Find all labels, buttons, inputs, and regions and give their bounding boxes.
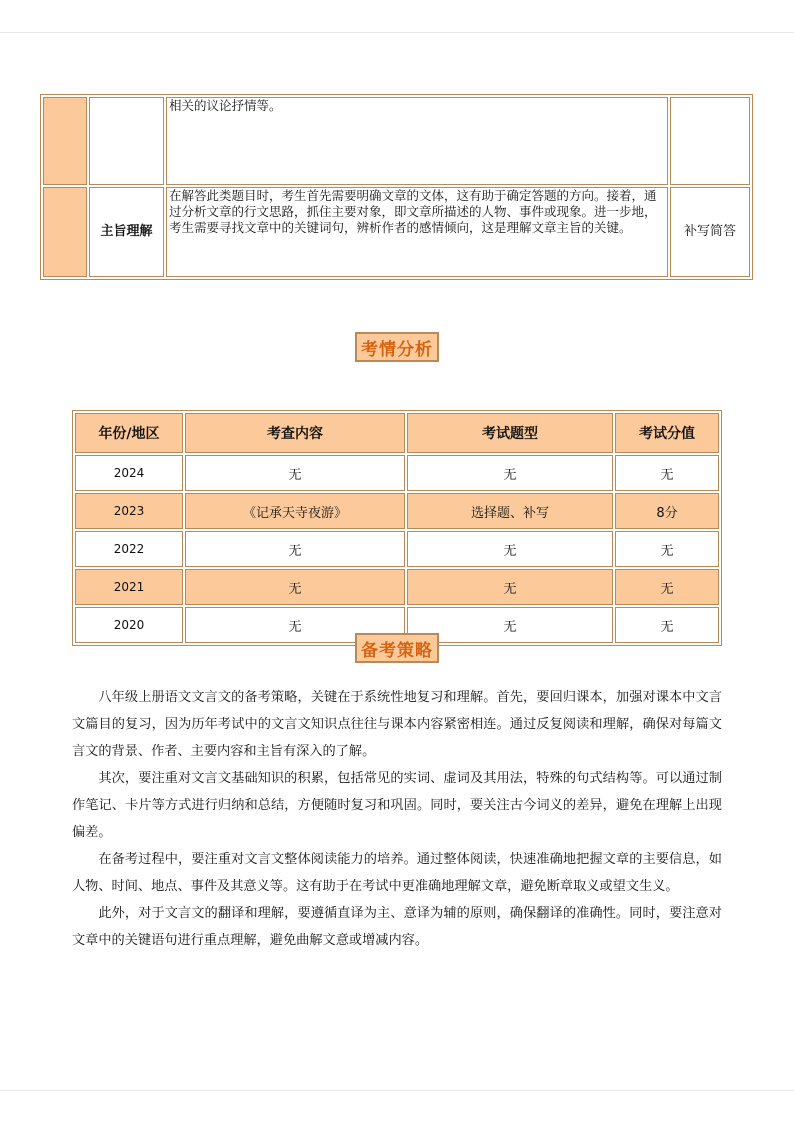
header-score: 考试分值 bbox=[615, 413, 719, 453]
type-label-cell bbox=[89, 97, 164, 185]
score-cell: 8分 bbox=[615, 493, 719, 529]
year-cell: 2022 bbox=[75, 531, 183, 567]
question-type-cell: 无 bbox=[407, 531, 613, 567]
header-year: 年份/地区 bbox=[75, 413, 183, 453]
category-cell bbox=[43, 97, 87, 185]
score-cell: 无 bbox=[615, 455, 719, 491]
table-row bbox=[43, 187, 750, 277]
section-title-text: 考情分析 bbox=[361, 339, 433, 360]
method-content-cell: 在解答此类题目时，考生首先需要明确文章的文体，这有助于确定答题的方向。接着，通过分析文章的行文思路，抓住主要对象，即文章所描述的人物、事件或现象。进一步地，考生需要寻找文章中的关键词句，辨析作者的感情倾向，这是理解文章主旨的关键。 bbox=[166, 187, 668, 277]
section-title-text: 备考策略 bbox=[361, 640, 433, 661]
strategy-text bbox=[72, 684, 722, 954]
content-cell: 无 bbox=[185, 531, 405, 567]
type-label-cell: 主旨理解 bbox=[89, 187, 164, 277]
table-row bbox=[75, 531, 719, 567]
top-divider bbox=[0, 32, 794, 33]
year-cell: 2023 bbox=[75, 493, 183, 529]
exam-analysis-title bbox=[355, 332, 439, 362]
exam-analysis-table bbox=[72, 410, 722, 646]
table-row bbox=[75, 569, 719, 605]
year-cell: 2024 bbox=[75, 455, 183, 491]
score-cell: 无 bbox=[615, 607, 719, 643]
year-cell: 2020 bbox=[75, 607, 183, 643]
score-cell: 无 bbox=[615, 531, 719, 567]
question-type-cell: 无 bbox=[407, 607, 613, 643]
header-content: 考查内容 bbox=[185, 413, 405, 453]
content-cell: 无 bbox=[185, 569, 405, 605]
question-type-cell: 补写简答 bbox=[670, 187, 750, 277]
content-cell: 无 bbox=[185, 607, 405, 643]
question-type-cell bbox=[670, 97, 750, 185]
exam-strategy-title bbox=[355, 633, 439, 663]
bottom-divider bbox=[0, 1090, 794, 1091]
year-cell: 2021 bbox=[75, 569, 183, 605]
knowledge-table bbox=[40, 94, 753, 280]
strategy-paragraph: 八年级上册语文文言文的备考策略，关键在于系统性地复习和理解。首先，要回归课本，加强对课本中文言文篇目的复习，因为历年考试中的文言文知识点往往与课本内容紧密相连。通过反复阅读和理解，确保对每篇文言文的背景、作者、主要内容和主旨有深入的了解。 bbox=[72, 690, 722, 759]
strategy-paragraph: 此外，对于文言文的翻译和理解，要遵循直译为主、意译为辅的原则，确保翻译的准确性。同时，要注意对文章中的关键语句进行重点理解，避免曲解文意或增减内容。 bbox=[72, 906, 722, 948]
question-type-cell: 无 bbox=[407, 455, 613, 491]
content-cell: 《记承天寺夜游》 bbox=[185, 493, 405, 529]
table-row bbox=[75, 455, 719, 491]
strategy-paragraph: 在备考过程中，要注重对文言文整体阅读能力的培养。通过整体阅读，快速准确地把握文章的主要信息，如人物、时间、地点、事件及其意义等。这有助于在考试中更准确地理解文章，避免断章取义或望文生义。 bbox=[72, 852, 722, 894]
table-row bbox=[75, 493, 719, 529]
score-cell: 无 bbox=[615, 569, 719, 605]
table-header-row bbox=[75, 413, 719, 453]
method-content-cell: 相关的议论抒情等。 bbox=[166, 97, 668, 185]
question-type-cell: 选择题、补写 bbox=[407, 493, 613, 529]
strategy-paragraph: 其次，要注重对文言文基础知识的积累，包括常见的实词、虚词及其用法，特殊的句式结构等。可以通过制作笔记、卡片等方式进行归纳和总结，方便随时复习和巩固。同时，要关注古今词义的差异，避免在理解上出现偏差。 bbox=[72, 771, 722, 840]
table-row bbox=[43, 97, 750, 185]
content-cell: 无 bbox=[185, 455, 405, 491]
category-cell bbox=[43, 187, 87, 277]
question-type-cell: 无 bbox=[407, 569, 613, 605]
header-question-type: 考试题型 bbox=[407, 413, 613, 453]
